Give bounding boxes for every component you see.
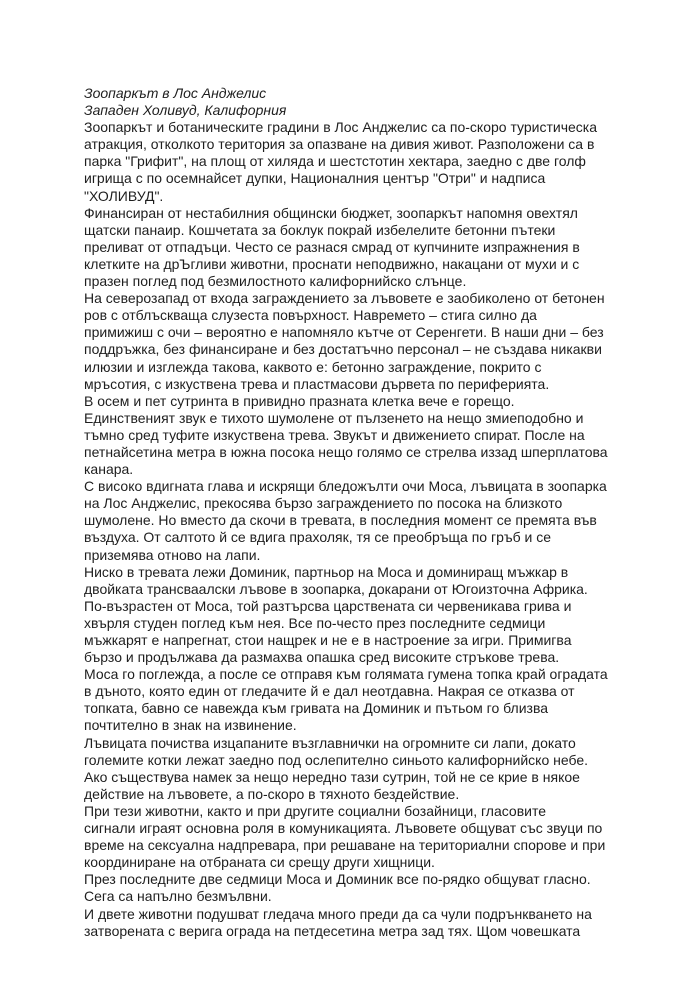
text-line: шумолене. Но вместо да скочи в тревата, в последния момент се премята във (84, 512, 597, 529)
text-line: През последните две седмици Моса и Доминик все по-рядко общуват гласно. (84, 871, 591, 888)
text-line: поддръжка, без финансиране и без достатъчно персонал – не създава никакви (84, 341, 602, 358)
text-line: празен поглед под безмилостното калифорнийско слънце. (84, 273, 467, 290)
text-line: Моса го поглежда, а после се отправя към голямата гумена топка край оградата (84, 666, 608, 683)
text-line: Ниско в тревата лежи Доминик, партньор на Моса и доминиращ мъжкар в (84, 563, 569, 580)
paragraph (84, 871, 644, 905)
text-line: хвърля студен поглед към нея. Все по-често през последните седмици (84, 614, 546, 631)
text-line: тъмно сред туфите изкуствена трева. Звукът и движението спират. После на (84, 426, 585, 443)
text-line: По-възрастен от Моса, той разтърсва царствената си червеникава грива и (84, 597, 572, 614)
text-line: мъжкарят е напрегнат, стои нащрек и не е в настроение за игри. Примигва (84, 632, 572, 648)
text-line: големите котки лежат заедно под ослепително синьото калифорнийско небе. (84, 751, 589, 768)
document-title: Зоопаркът в Лос Анджелис (84, 85, 267, 101)
text-line: парка "Грифит", на площ от хиляда и шестстотин хектара, заедно с две голф (84, 153, 586, 170)
text-line: С високо вдигната глава и искрящи бледожълти очи Моса, лъвицата в зоопарка (84, 478, 607, 495)
text-line: въздуха. От салтото й се вдига прахоляк, тя се преобръща по гръб и се (84, 529, 552, 546)
text-line: сигнали играят основна роля в комуникацията. Лъвовете общуват със звуци по (84, 820, 603, 837)
paragraph (84, 290, 644, 393)
text-line: Сега са напълно безмълвни. (84, 888, 272, 905)
text-line: При тези животни, както и при другите социални бозайници, гласовите (84, 802, 546, 819)
text-line: Лъвицата почиства изцапаните възглавнички на огромните си лапи, докато (84, 734, 576, 751)
text-line: Ако съществува намек за нещо нередно тази сутрин, той не се крие в някое (84, 768, 580, 785)
text-line: атракция, отколкото територия за опазване на дивия живот. Разположени са в (84, 136, 595, 153)
text-line: На северозапад от входа заграждението за лъвовете е заобиколено от бетонен (84, 290, 605, 307)
paragraph (84, 906, 644, 940)
text-line: топката, бавно се навежда към гривата на Доминик и пътьом го близва (84, 700, 549, 717)
paragraph (84, 735, 644, 803)
text-line: преливат от отпадъци. Често се разнася смрад от купчините изпражнения в (84, 238, 580, 255)
paragraph (84, 478, 644, 563)
text-line: действие на лъвовете, а по-скоро в тяхното бездействие. (84, 785, 460, 802)
text-line: канара. (84, 461, 134, 478)
text-line: Финансиран от нестабилния общински бюджет, зоопаркът напомня овехтял (84, 204, 578, 221)
paragraph (84, 205, 644, 290)
text-line: приземява отново на лапи. (84, 546, 261, 563)
text-line: Зоопаркът и ботаническите градини в Лос Анджелис са по-скоро туристическа (84, 119, 598, 136)
text-line: И двете животни подушват гледача много преди да са чули подрънкването на (84, 905, 592, 922)
text-line: игрища с по осемнайсет дупки, Националния център "Отри" и надписа (84, 170, 546, 187)
text-line: почтително в знак на извинение. (84, 717, 297, 734)
text-line: илюзии и изглежда такова, каквото е: бетонно заграждение, покрито с (84, 358, 542, 375)
paragraph (84, 803, 644, 871)
paragraph (84, 666, 644, 734)
document-content (84, 85, 644, 940)
text-line: на Лос Анджелис, прекосява бързо заграждението по посока на близкото (84, 495, 563, 512)
text-line: координиране на отбраната си срещу други хищници. (84, 854, 435, 871)
paragraph (84, 393, 644, 478)
text-line: двойката трансваалски лъвове в зоопарка, докарани от Югоизточна Африка. (84, 580, 588, 597)
text-line: Единственият звук е тихото шумолене от пълзенето на нещо змиеподобно и (84, 409, 584, 426)
text-line: петнайсетина метра в южна посока нещо голямо се стрелва иззад шперплатова (84, 443, 608, 460)
text-line: време на сексуална надпревара, при решаване на териториални спорове и при (84, 837, 606, 854)
paragraph (84, 564, 644, 667)
text-line: ров с отблъскваща слузеста повърхност. Навремето – стига силно да (84, 307, 537, 324)
text-line: мръсотия, с изкуствена трева и пластмасови дървета по периферията. (84, 375, 550, 392)
text-line: щатски панаир. Кошчетата за боклук покрай избелелите бетонни пътеки (84, 221, 556, 238)
text-line: затворената с верига ограда на петдесетина метра зад тях. Щом човешката (84, 922, 581, 939)
text-line: примижиш с очи – вероятно е напомняло кътче от Серенгети. В наши дни – без (84, 324, 604, 341)
text-line: "ХОЛИВУД". (84, 187, 164, 204)
text-line: в дъното, която един от гледачите й е дал неотдавна. Накрая се отказва от (84, 683, 575, 700)
document-body (84, 119, 644, 940)
paragraph (84, 119, 644, 204)
text-line: В осем и пет сутринта в привидно празната клетка вече е горещо. (84, 392, 515, 409)
text-line: клетките на дрЪгливи животни, проснати неподвижно, накацани от мухи и с (84, 255, 580, 272)
document-subtitle: Западен Холивуд, Калифорния (84, 102, 287, 119)
text-line: бързо и продължава да размахва опашка сред високите стръкове трева. (84, 649, 560, 666)
